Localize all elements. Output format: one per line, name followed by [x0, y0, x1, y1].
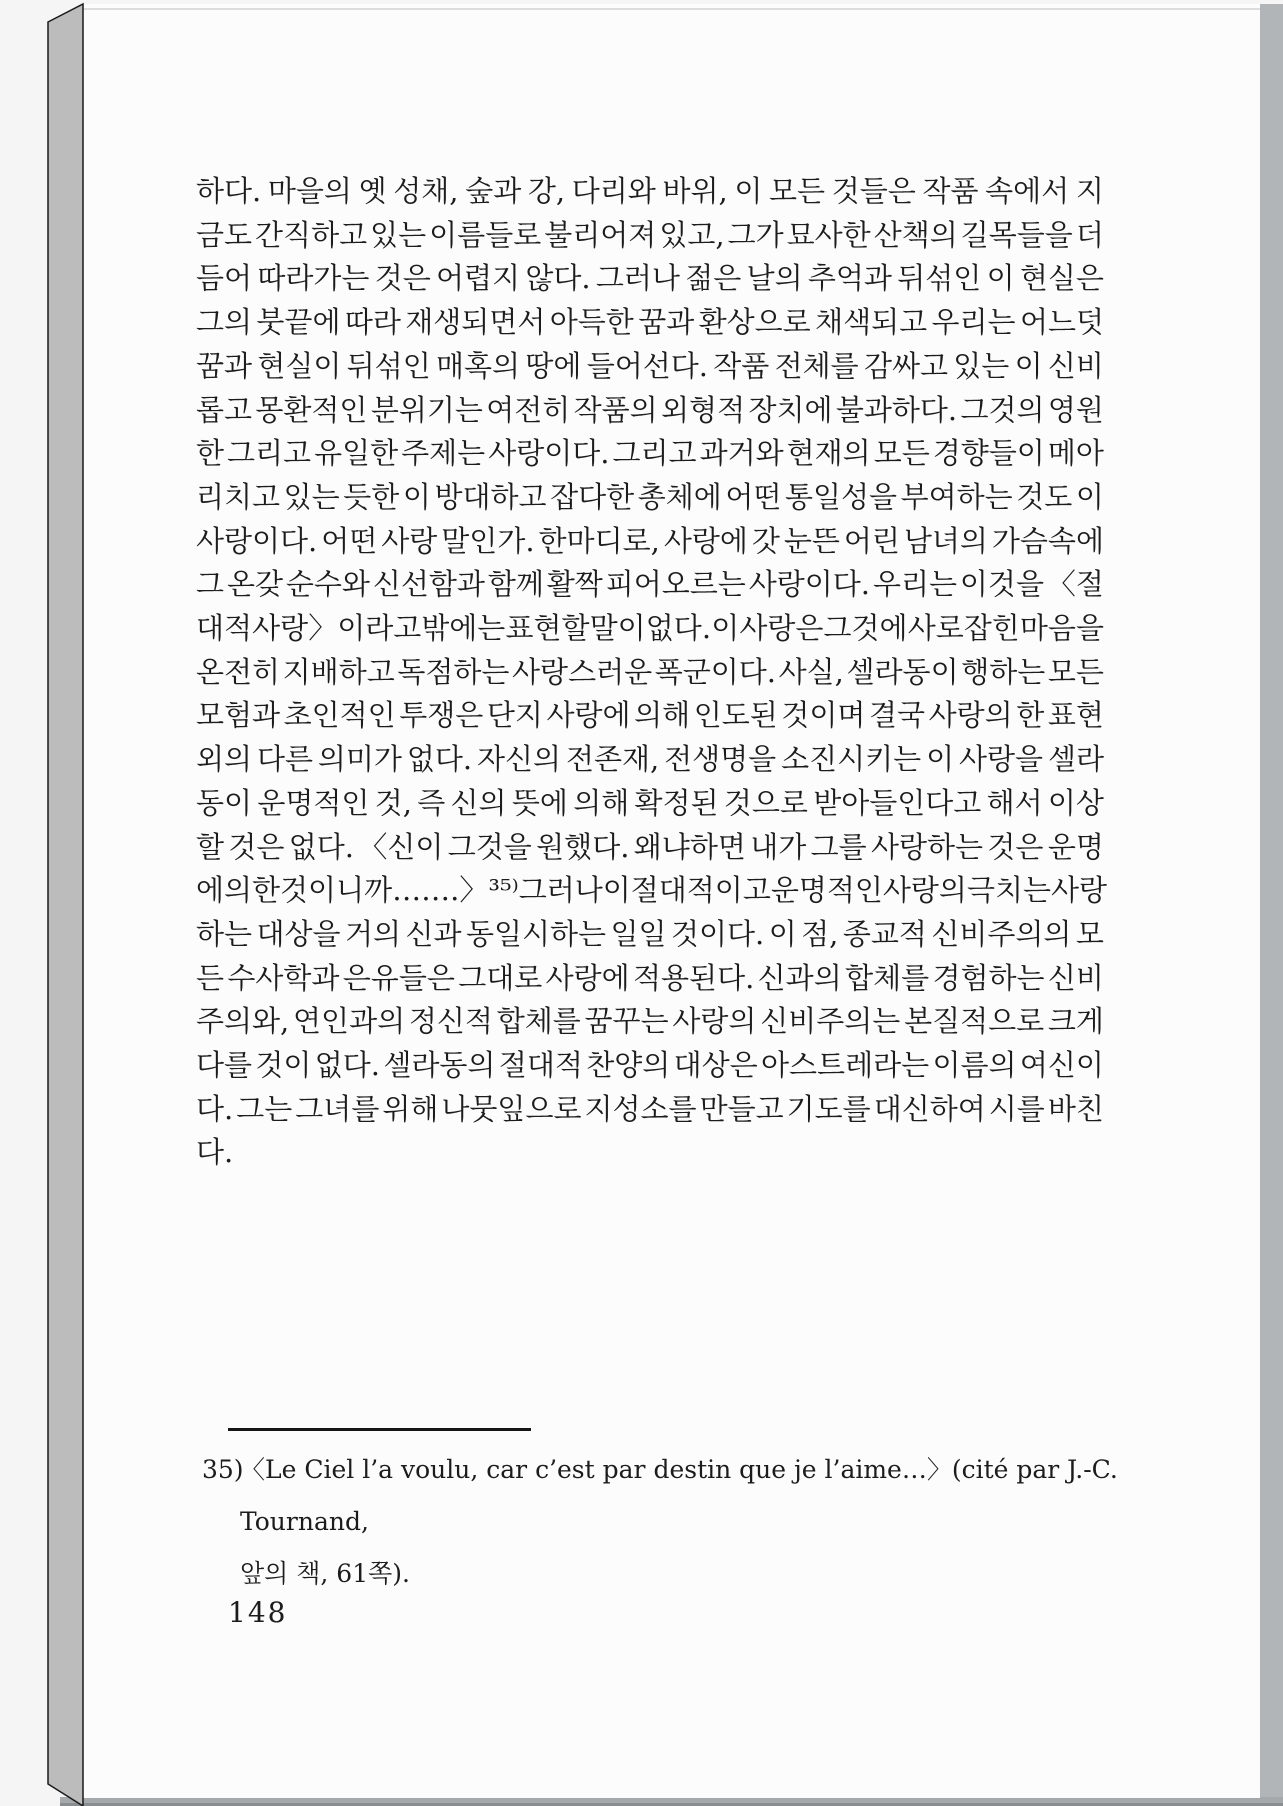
body-text-line: 동이 운명적인 것, 즉 신의 뜻에 의해 확정된 것으로 받아들인다고 해서 이상	[196, 785, 1104, 820]
footnote-marker: 35)	[202, 1455, 244, 1484]
body-text-line: 꿈과 현실이 뒤섞인 매혹의 땅에 들어선다. 작품 전체를 감싸고 있는 이 신비	[196, 348, 1104, 383]
body-text-line: 롭고 몽환적인 분위기는 여전히 작품의 외형적 장치에 불과하다. 그것의 영원	[196, 392, 1104, 427]
body-text-line: 그 온갖 순수와 신선함과 함께 활짝 피어오르는 사랑이다. 우리는 이것을 〈절	[196, 567, 1104, 602]
body-text-line: 대적 사랑〉이라고밖에는 표현할 말이 없다. 이 사랑은 그것에 사로잡힌 마음을	[196, 611, 1104, 646]
page-number: 148	[228, 1596, 288, 1629]
body-text-line: 든 수사학과 은유들은 그대로 사랑에 적용된다. 신과의 합체를 경험하는 신비	[196, 960, 1104, 995]
body-text-line: 듬어 따라가는 것은 어렵지 않다. 그러나 젊은 날의 추억과 뒤섞인 이 현실은	[196, 261, 1104, 296]
body-text-line: 다.	[196, 1135, 234, 1170]
body-text-line: 그의 붓끝에 따라 재생되면서 아득한 꿈과 환상으로 채색되고 우리는 어느덧	[196, 305, 1104, 340]
body-text-line: 하다. 마을의 옛 성채, 숲과 강, 다리와 바위, 이 모든 것들은 작품 속에서 지	[196, 174, 1104, 208]
body-text-line: 주의와, 연인과의 정신적 합체를 꿈꾸는 사랑의 신비주의는 본질적으로 크게	[196, 1004, 1104, 1039]
body-text-line: 하는 대상을 거의 신과 동일시하는 일일 것이다. 이 점, 종교적 신비주의의 모	[196, 916, 1104, 951]
body-text-line: 사랑이다. 어떤 사랑 말인가. 한마디로, 사랑에 갓 눈뜬 어린 남녀의 가슴속에	[196, 523, 1104, 558]
body-text-line: 리치고 있는 듯한 이 방대하고 잡다한 총체에 어떤 통일성을 부여하는 것도 이	[196, 479, 1104, 514]
footnote-separator	[228, 1428, 531, 1431]
body-text-line: 금도 간직하고 있는 이름들로 불리어져 있고, 그가 묘사한 산책의 길목들을 더	[196, 217, 1104, 252]
page-right-edge-shadow	[1260, 4, 1283, 1806]
footnote-text-line2: 앞의 책, 61쪽).	[240, 1559, 410, 1588]
body-text-line: 한 그리고 유일한 주제는 사랑이다. 그리고 과거와 현재의 모든 경향들이 메아	[196, 436, 1104, 471]
body-text-line: 외의 다른 의미가 없다. 자신의 전존재, 전생명을 소진시키는 이 사랑을 셀라	[196, 742, 1104, 777]
footnote-text-line1: 〈Le Ciel l’a voulu, car c’est par destin que je l’aime…〉(cité par J.-C. Tournand,	[240, 1455, 1118, 1536]
footnote-text	[240, 1444, 1142, 1600]
body-text	[196, 170, 1108, 1175]
body-text-line: 온전히 지배하고 독점하는 사랑스러운 폭군이다. 사실, 셀라동이 행하는 모든	[196, 654, 1104, 689]
body-text-line: 다를 것이 없다. 셀라동의 절대적 찬양의 대상은 아스트레라는 이름의 여신이	[196, 1048, 1104, 1083]
footnote	[202, 1444, 1142, 1600]
body-text-line: 에 의한 것이니까…….〉³⁵⁾ 그러나 이 절대적이고 운명적인 사랑의 극치는 사랑	[196, 873, 1108, 908]
body-text-line: 할 것은 없다. 〈신이 그것을 원했다. 왜냐하면 내가 그를 사랑하는 것은 운명	[196, 829, 1104, 864]
book-spine-edge-band	[48, 4, 83, 1806]
body-text-line: 모험과 초인적인 투쟁은 단지 사랑에 의해 인도된 것이며 결국 사랑의 한 표현	[196, 698, 1104, 733]
page-top-edge-hairline	[83, 8, 1260, 10]
body-text-line: 다. 그는 그녀를 위해 나뭇잎으로 지성소를 만들고 기도를 대신하여 시를 바친	[196, 1091, 1104, 1126]
